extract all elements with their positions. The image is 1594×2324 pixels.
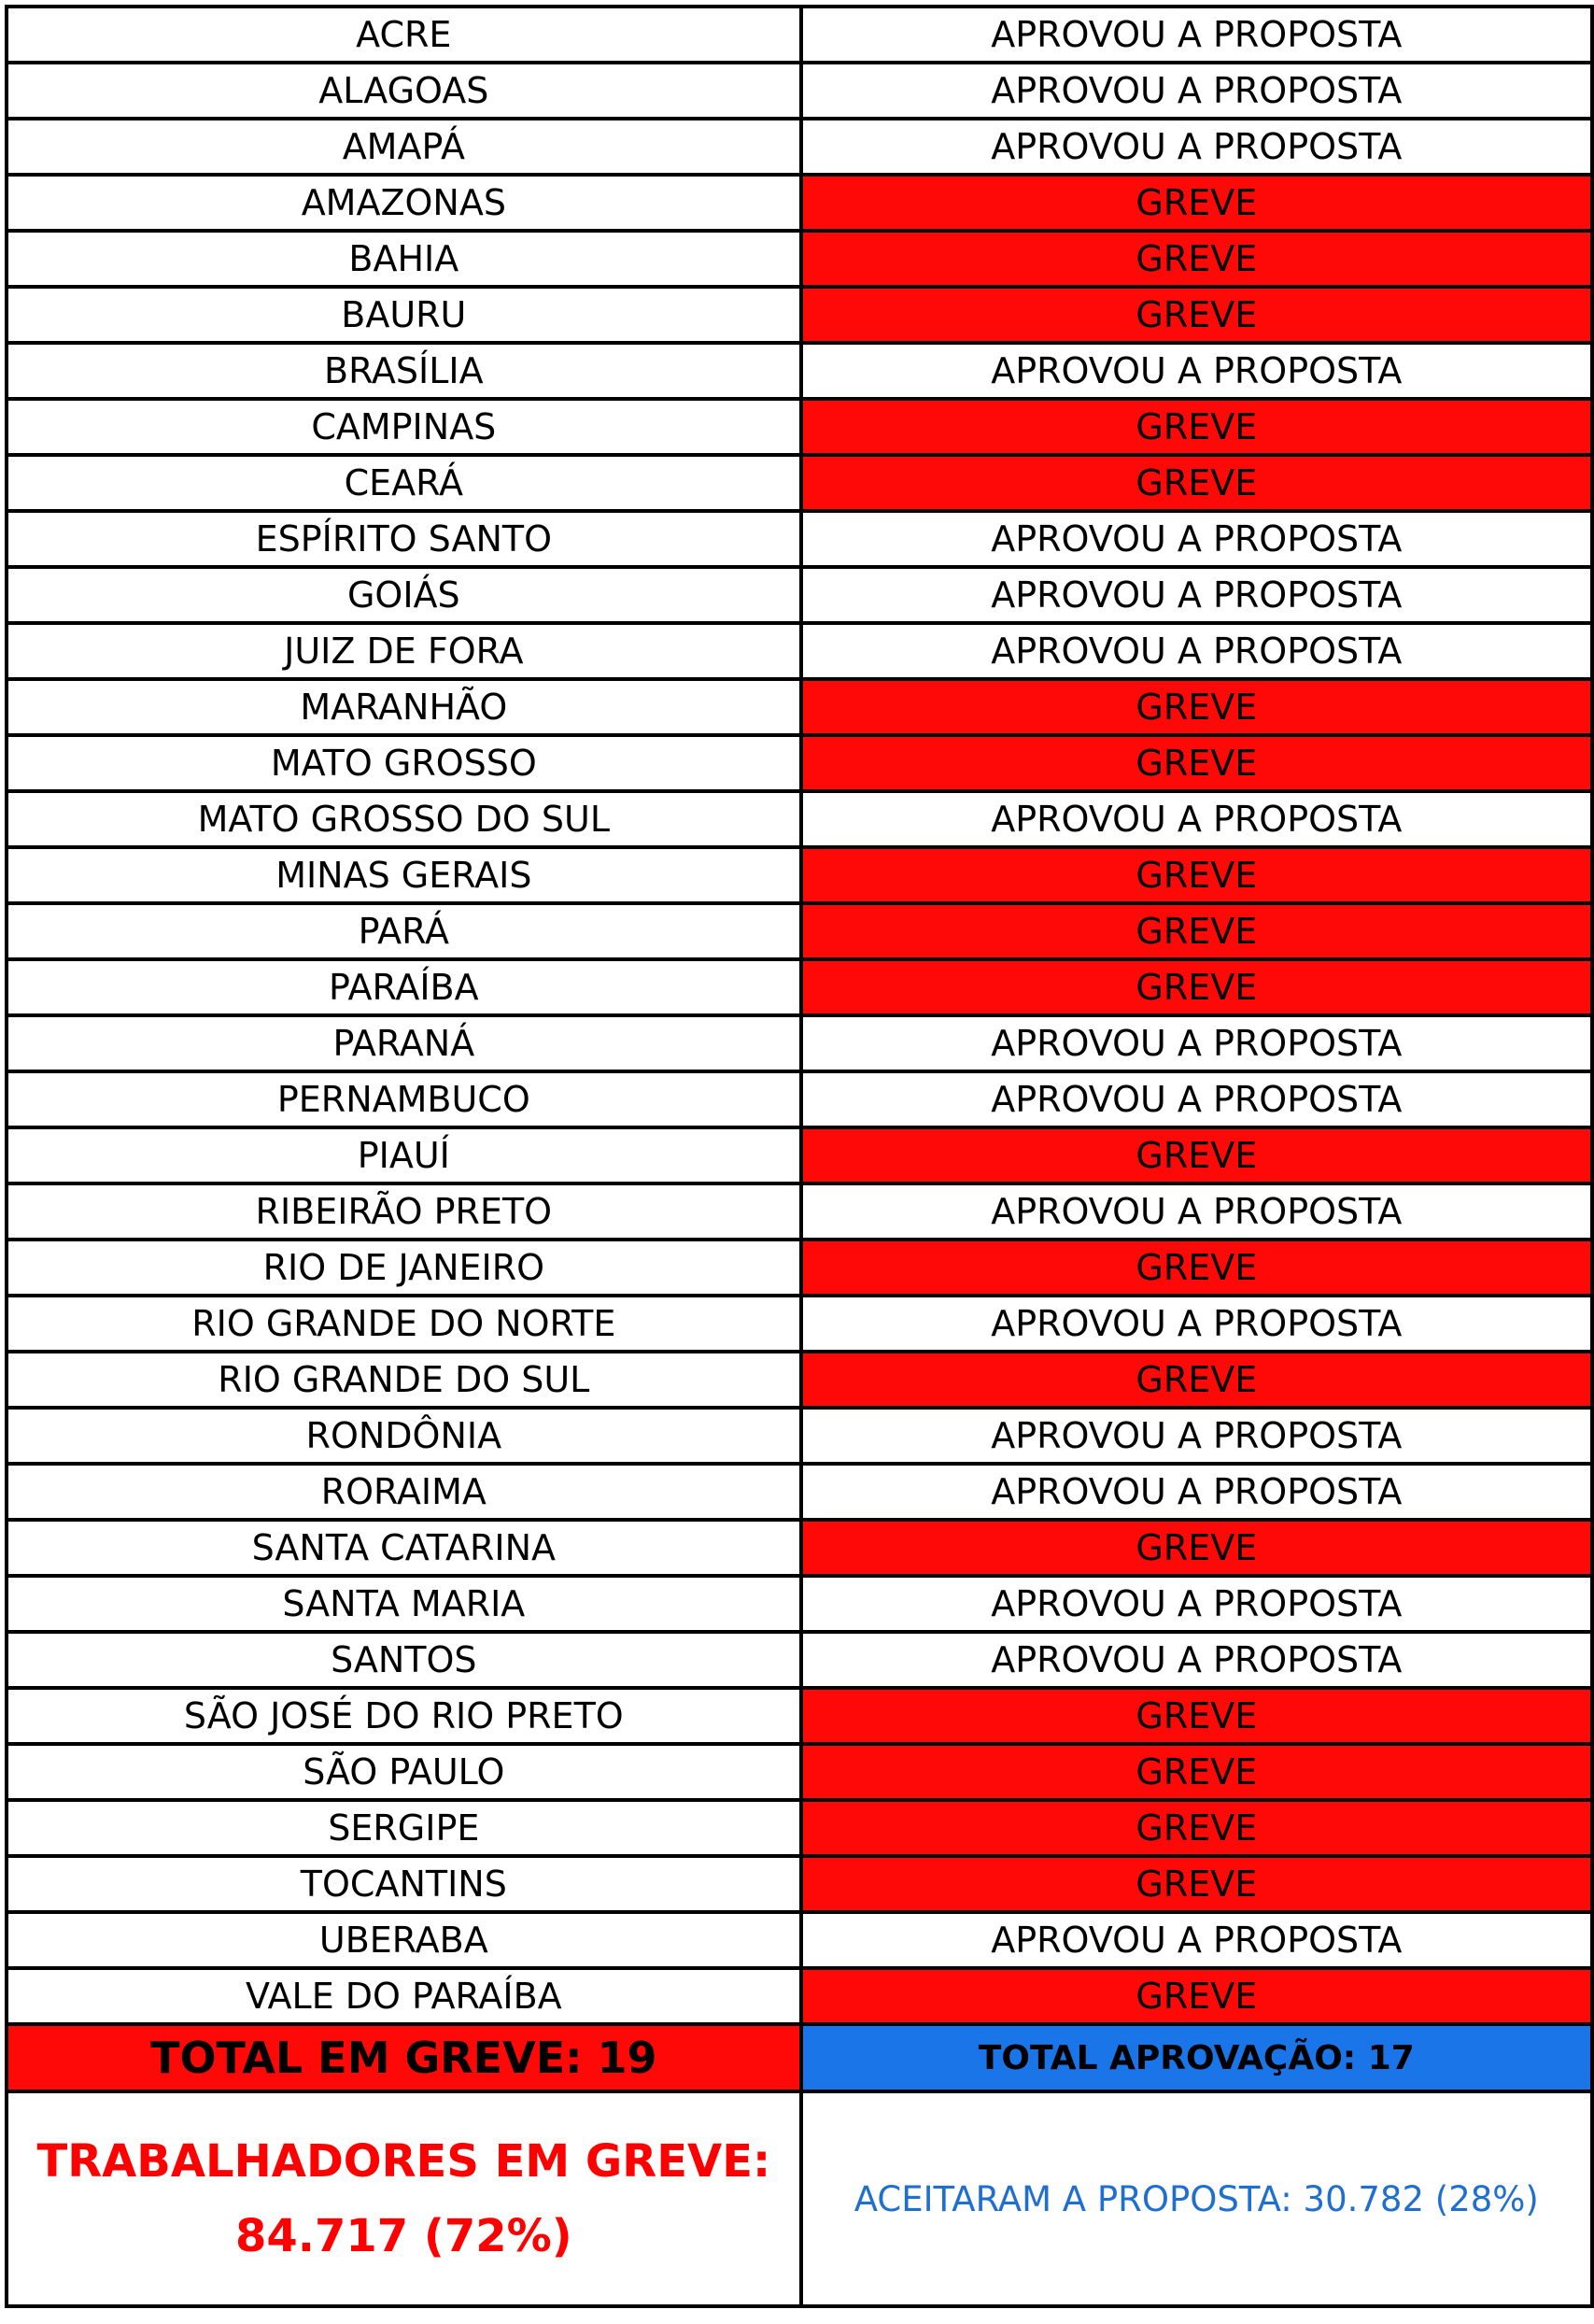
table-row — [7, 231, 1592, 287]
region-cell: RIO DE JANEIRO — [7, 1240, 801, 1296]
table-row — [7, 287, 1592, 343]
status-cell: APROVOU A PROPOSTA — [801, 1576, 1592, 1632]
table-row — [7, 511, 1592, 567]
table-row — [7, 1408, 1592, 1464]
region-cell: MINAS GERAIS — [7, 847, 801, 903]
region-cell: PERNAMBUCO — [7, 1071, 801, 1127]
status-cell: APROVOU A PROPOSTA — [801, 511, 1592, 567]
region-cell: PARÁ — [7, 903, 801, 959]
status-cell: GREVE — [801, 903, 1592, 959]
status-cell: GREVE — [801, 231, 1592, 287]
region-cell: CEARÁ — [7, 455, 801, 511]
status-cell: APROVOU A PROPOSTA — [801, 343, 1592, 399]
table-row — [7, 791, 1592, 847]
table-row — [7, 1071, 1592, 1127]
table-row — [7, 1520, 1592, 1576]
table-row — [7, 1352, 1592, 1408]
region-cell: RORAIMA — [7, 1464, 801, 1520]
region-cell: ACRE — [7, 7, 801, 63]
status-cell: APROVOU A PROPOSTA — [801, 1408, 1592, 1464]
status-cell: APROVOU A PROPOSTA — [801, 119, 1592, 175]
status-cell: APROVOU A PROPOSTA — [801, 1464, 1592, 1520]
region-cell: RIO GRANDE DO SUL — [7, 1352, 801, 1408]
region-cell: PARANÁ — [7, 1015, 801, 1071]
status-cell: GREVE — [801, 1127, 1592, 1183]
status-cell: GREVE — [801, 1856, 1592, 1912]
region-cell: BAHIA — [7, 231, 801, 287]
status-cell: APROVOU A PROPOSTA — [801, 1912, 1592, 1968]
status-cell: GREVE — [801, 735, 1592, 791]
region-cell: SÃO PAULO — [7, 1744, 801, 1800]
status-cell: GREVE — [801, 847, 1592, 903]
region-cell: RIBEIRÃO PRETO — [7, 1183, 801, 1240]
status-cell: GREVE — [801, 1352, 1592, 1408]
region-cell: SANTA MARIA — [7, 1576, 801, 1632]
table-row — [7, 455, 1592, 511]
table-row — [7, 1240, 1592, 1296]
status-cell: GREVE — [801, 455, 1592, 511]
table-row — [7, 623, 1592, 679]
region-cell: SÃO JOSÉ DO RIO PRETO — [7, 1688, 801, 1744]
region-cell: SANTOS — [7, 1632, 801, 1688]
table-row — [7, 1183, 1592, 1240]
table-row — [7, 959, 1592, 1015]
table-row — [7, 343, 1592, 399]
region-cell: MATO GROSSO DO SUL — [7, 791, 801, 847]
region-cell: ESPÍRITO SANTO — [7, 511, 801, 567]
region-cell: MARANHÃO — [7, 679, 801, 735]
status-cell: GREVE — [801, 175, 1592, 231]
table-row — [7, 903, 1592, 959]
status-cell: GREVE — [801, 1520, 1592, 1576]
region-cell: PIAUÍ — [7, 1127, 801, 1183]
status-cell: APROVOU A PROPOSTA — [801, 791, 1592, 847]
table-row — [7, 399, 1592, 455]
status-cell: APROVOU A PROPOSTA — [801, 1632, 1592, 1688]
region-cell: SANTA CATARINA — [7, 1520, 801, 1576]
status-cell: GREVE — [801, 287, 1592, 343]
region-cell: GOIÁS — [7, 567, 801, 623]
region-cell: PARAÍBA — [7, 959, 801, 1015]
strike-results-table — [5, 5, 1594, 2308]
table-row — [7, 1632, 1592, 1688]
region-cell: AMAZONAS — [7, 175, 801, 231]
table-row — [7, 1912, 1592, 1968]
status-cell: APROVOU A PROPOSTA — [801, 1015, 1592, 1071]
status-cell: APROVOU A PROPOSTA — [801, 623, 1592, 679]
table-row — [7, 1744, 1592, 1800]
status-cell: GREVE — [801, 1800, 1592, 1856]
region-cell: ALAGOAS — [7, 63, 801, 119]
table-row — [7, 1688, 1592, 1744]
status-cell: GREVE — [801, 679, 1592, 735]
status-cell: GREVE — [801, 1744, 1592, 1800]
region-cell: BAURU — [7, 287, 801, 343]
region-cell: RONDÔNIA — [7, 1408, 801, 1464]
region-cell: RIO GRANDE DO NORTE — [7, 1296, 801, 1352]
table-row — [7, 1464, 1592, 1520]
table-row — [7, 1800, 1592, 1856]
table-row — [7, 63, 1592, 119]
status-cell: APROVOU A PROPOSTA — [801, 567, 1592, 623]
table-row — [7, 1968, 1592, 2024]
region-cell: UBERABA — [7, 1912, 801, 1968]
status-cell: APROVOU A PROPOSTA — [801, 1071, 1592, 1127]
status-cell: GREVE — [801, 1240, 1592, 1296]
status-cell: APROVOU A PROPOSTA — [801, 7, 1592, 63]
table-row — [7, 1015, 1592, 1071]
status-cell: GREVE — [801, 1688, 1592, 1744]
table-row — [7, 1576, 1592, 1632]
status-cell: APROVOU A PROPOSTA — [801, 63, 1592, 119]
total-greve-cell: TOTAL EM GREVE: 19 — [7, 2024, 801, 2091]
workers-aceitaram-cell: ACEITARAM A PROPOSTA: 30.782 (28%) — [801, 2091, 1592, 2306]
totals-row — [7, 2024, 1592, 2091]
status-cell: GREVE — [801, 399, 1592, 455]
region-cell: AMAPÁ — [7, 119, 801, 175]
status-cell: GREVE — [801, 959, 1592, 1015]
table-row — [7, 1127, 1592, 1183]
region-cell: MATO GROSSO — [7, 735, 801, 791]
status-cell: APROVOU A PROPOSTA — [801, 1183, 1592, 1240]
results-body — [7, 7, 1592, 2024]
table-row — [7, 7, 1592, 63]
table-row — [7, 679, 1592, 735]
status-cell: APROVOU A PROPOSTA — [801, 1296, 1592, 1352]
table-row — [7, 567, 1592, 623]
region-cell: TOCANTINS — [7, 1856, 801, 1912]
summary-row — [7, 2091, 1592, 2306]
workers-greve-value: 84.717 (72%) — [234, 2210, 572, 2262]
table-row — [7, 175, 1592, 231]
table-row — [7, 1296, 1592, 1352]
workers-greve-cell — [7, 2091, 801, 2306]
total-aprovacao-cell: TOTAL APROVAÇÃO: 17 — [801, 2024, 1592, 2091]
table-row — [7, 1856, 1592, 1912]
region-cell: BRASÍLIA — [7, 343, 801, 399]
region-cell: CAMPINAS — [7, 399, 801, 455]
status-cell: GREVE — [801, 1968, 1592, 2024]
workers-greve-label: TRABALHADORES EM GREVE: — [36, 2135, 771, 2188]
region-cell: SERGIPE — [7, 1800, 801, 1856]
table-row — [7, 847, 1592, 903]
table-row — [7, 119, 1592, 175]
table-row — [7, 735, 1592, 791]
region-cell: VALE DO PARAÍBA — [7, 1968, 801, 2024]
region-cell: JUIZ DE FORA — [7, 623, 801, 679]
